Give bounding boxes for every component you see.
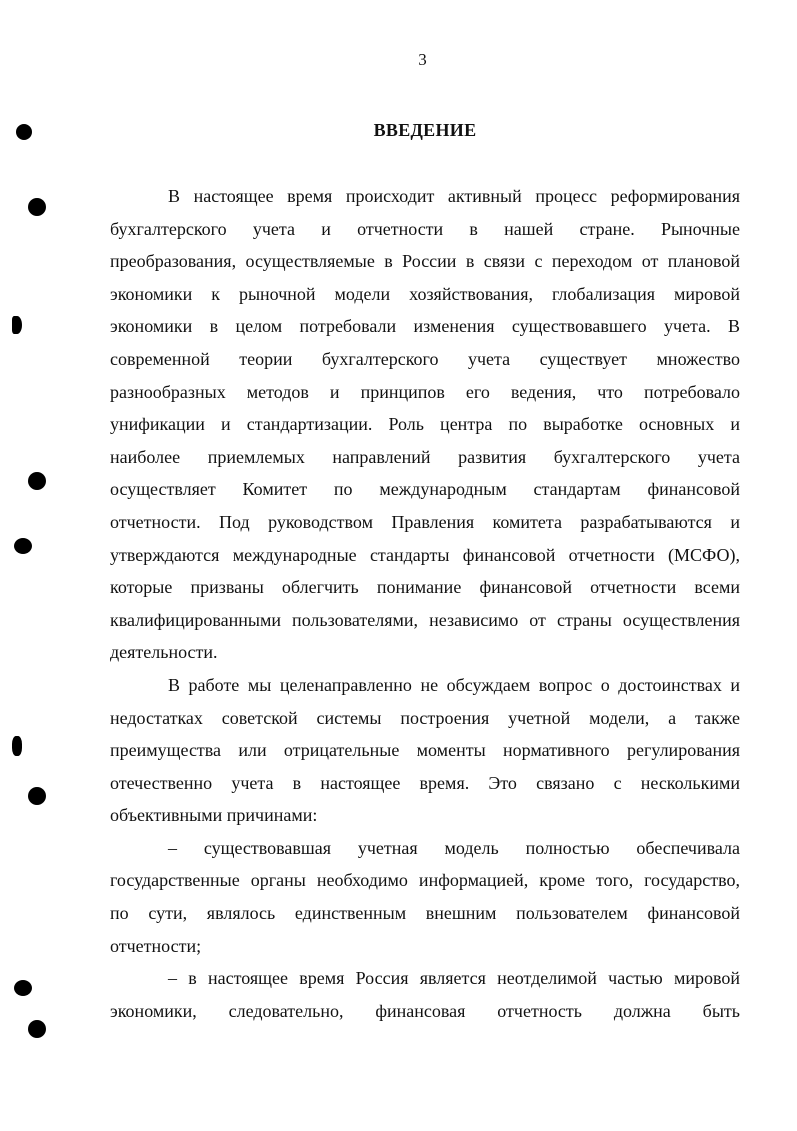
text-line: деятельности. — [110, 642, 218, 663]
text-line: утверждаются международные стандарты финансовой отчетности (МСФО), — [110, 544, 740, 565]
binding-hole-icon — [28, 787, 46, 805]
text-line: отчетности; — [110, 935, 202, 956]
text-line: по сути, являлось единственным внешним пользователем финансовой — [110, 903, 740, 924]
page-title: ВВЕДЕНИЕ — [373, 120, 477, 140]
text-line: осуществляет Комитет по международным стандартам финансовой — [110, 479, 740, 500]
page-number: 3 — [418, 50, 427, 69]
binding-hole-icon — [12, 736, 22, 756]
text-line: экономики в целом потребовали изменения существовавшего учета. В — [110, 316, 740, 337]
text-line: отчетности. Под руководством Правления комитета разрабатываются и — [110, 511, 740, 532]
binding-hole-icon — [28, 472, 46, 490]
text-line: В настоящее время происходит активный процесс реформирования — [168, 186, 740, 206]
text-line: квалифицированными пользователями, независимо от страны осуществления — [110, 609, 740, 630]
binding-hole-icon — [28, 198, 46, 216]
paragraph-3 — [110, 832, 740, 962]
text-line: – в настоящее время Россия является неотделимой частью мировой — [168, 968, 740, 989]
text-line: экономики к рыночной модели хозяйствования, глобализация мировой — [110, 283, 740, 304]
binding-hole-icon — [12, 316, 22, 334]
text-line: недостатках советской системы построения учетной модели, а также — [110, 707, 740, 728]
text-line: государственные органы необходимо информацией, кроме того, государство, — [110, 870, 740, 891]
text-line: объективными причинами: — [110, 805, 318, 826]
text-line: которые призваны облегчить понимание финансовой отчетности всеми — [110, 577, 740, 598]
binding-hole-icon — [16, 124, 32, 140]
text-line: преимущества или отрицательные моменты нормативного регулирования — [110, 740, 740, 761]
text-line: В работе мы целенаправленно не обсуждаем вопрос о достоинствах и — [168, 674, 740, 695]
document-body — [110, 180, 740, 1027]
paragraph-2 — [110, 669, 740, 832]
text-line: унификации и стандартизации. Роль центра по выработке основных и — [110, 414, 740, 435]
text-line: бухгалтерского учета и отчетности в нашей стране. Рыночные — [110, 218, 740, 239]
binding-hole-icon — [14, 980, 32, 996]
text-line: наиболее приемлемых направлений развития бухгалтерского учета — [110, 446, 740, 467]
paragraph-4 — [110, 962, 740, 1027]
text-line: – существовавшая учетная модель полностью обеспечивала — [168, 837, 740, 858]
text-line: современной теории бухгалтерского учета существует множество — [110, 348, 740, 369]
binding-hole-icon — [14, 538, 32, 554]
text-line: разнообразных методов и принципов его ведения, что потребовало — [110, 381, 740, 402]
text-line: экономики, следовательно, финансовая отчетность должна быть — [110, 1000, 740, 1021]
text-line: преобразования, осуществляемые в России в связи с переходом от плановой — [110, 251, 740, 272]
binding-hole-icon — [28, 1020, 46, 1038]
paragraph-1 — [110, 180, 740, 669]
text-line: отечественно учета в настоящее время. Это связано с несколькими — [110, 772, 740, 793]
